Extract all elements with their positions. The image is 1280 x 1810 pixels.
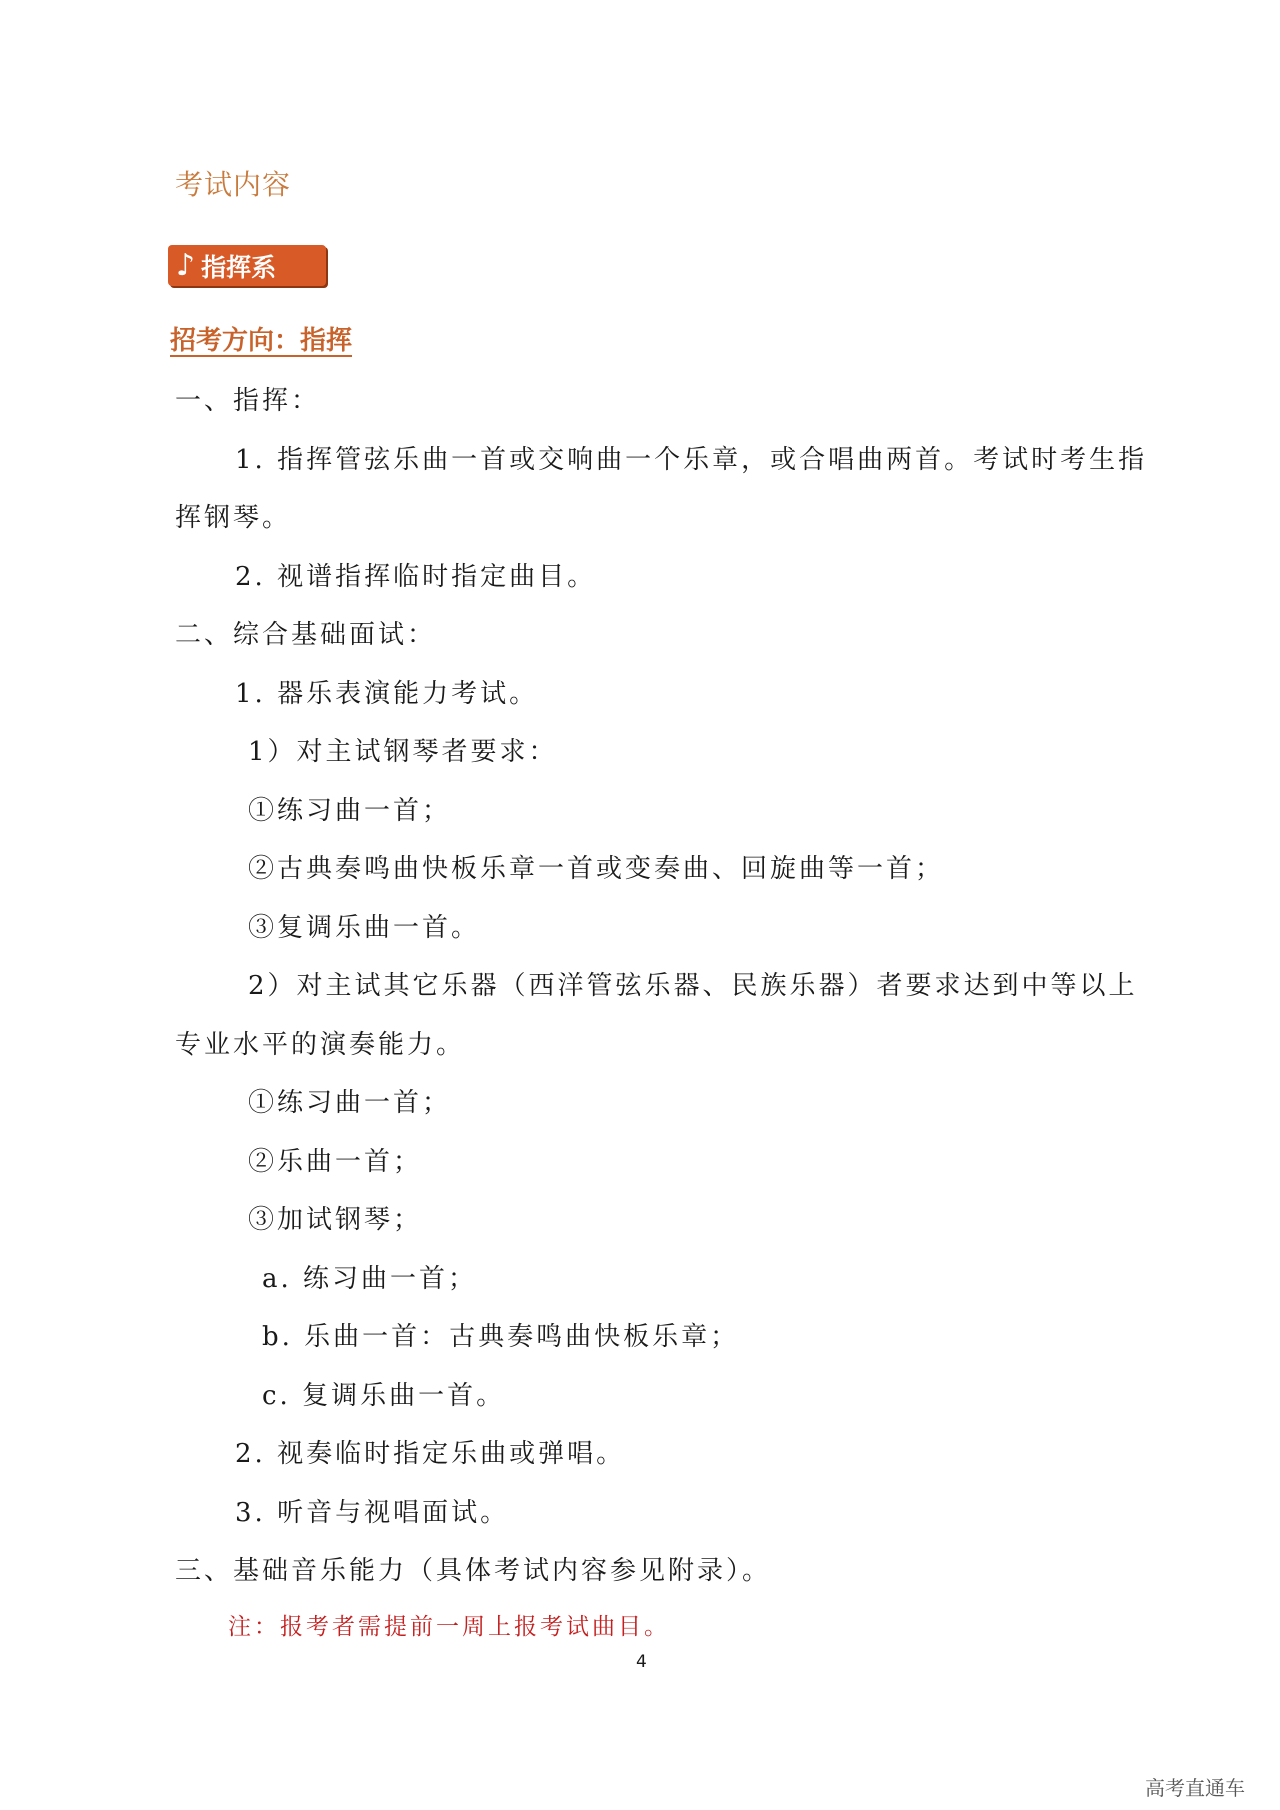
watermark: 高考直通车 (1145, 1776, 1245, 1800)
item-other-2: ②乐曲一首； (248, 1147, 423, 1177)
heading-conducting: 一、指挥： (175, 386, 321, 416)
item-other-3: ③加试钢琴； (248, 1205, 423, 1235)
item-piano-2: ②古典奏鸣曲快板乐章一首或变奏曲、回旋曲等一首； (248, 854, 945, 884)
heading-interview: 二、综合基础面试： (175, 620, 437, 650)
item-conducting-2: 2. 视谱指挥临时指定曲目。 (235, 562, 597, 592)
item-conducting-1-cont: 挥钢琴。 (175, 503, 292, 533)
item-other-req: 2）对主试其它乐器（西洋管弦乐器、民族乐器）者要求达到中等以上 (248, 971, 1138, 1001)
department-label: 指挥系 (201, 252, 277, 282)
item-other-req-cont: 专业水平的演奏能力。 (175, 1030, 466, 1060)
music-note-icon: ♪ (176, 248, 196, 283)
section-title: 考试内容 (175, 168, 292, 201)
item-piano-req: 1）对主试钢琴者要求： (248, 737, 558, 767)
item-piano-extra-a: a. 练习曲一首； (262, 1264, 478, 1294)
item-instrumental: 1. 器乐表演能力考试。 (235, 679, 539, 709)
item-piano-3: ③复调乐曲一首。 (248, 913, 481, 943)
department-badge (168, 245, 326, 286)
registration-note: 注：报考者需提前一周上报考试曲目。 (228, 1614, 670, 1640)
heading-basic-music: 三、基础音乐能力（具体考试内容参见附录）。 (175, 1556, 772, 1586)
item-piano-extra-b: b. 乐曲一首：古典奏鸣曲快板乐章； (262, 1322, 740, 1352)
item-conducting-1: 1. 指挥管弦乐曲一首或交响曲一个乐章，或合唱曲两首。考试时考生指 (235, 445, 1148, 475)
item-piano-1: ①练习曲一首； (248, 796, 452, 826)
item-sight-reading: 2. 视奏临时指定乐曲或弹唱。 (235, 1439, 626, 1469)
item-other-1: ①练习曲一首； (248, 1088, 452, 1118)
exam-direction-heading: 招考方向：指挥 (170, 326, 353, 356)
item-piano-extra-c: c. 复调乐曲一首。 (262, 1381, 506, 1411)
item-ear-training: 3. 听音与视唱面试。 (235, 1498, 510, 1528)
page-number: 4 (636, 1652, 647, 1672)
